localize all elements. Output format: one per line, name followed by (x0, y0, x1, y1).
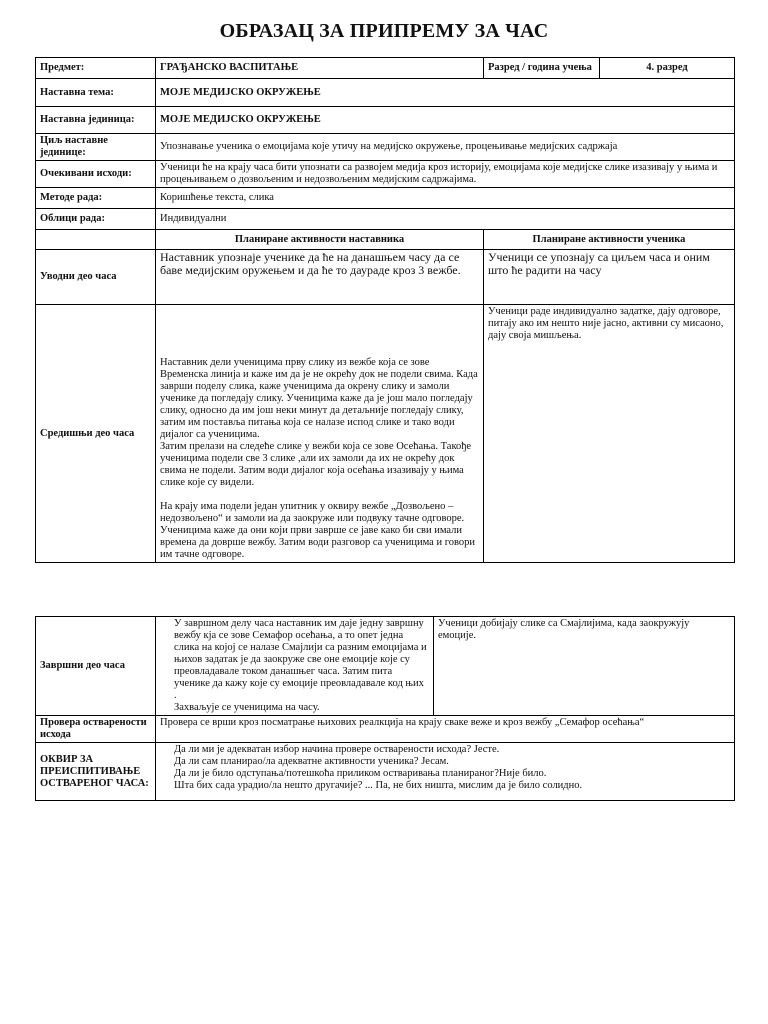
review-question-4: Шта бих сада урадио/ла нешто другачије? ... Па, не бих ништа, мислим да је било солидно. (174, 780, 583, 791)
grade-label: Разред / година учења (484, 58, 600, 79)
check-label: Провера остварености исхода (36, 716, 156, 743)
unit-value: МОЈЕ МЕДИЈСКО ОКРУЖЕЊЕ (156, 107, 735, 134)
subject-value: ГРАЂАНСКО ВАСПИТАЊЕ (156, 58, 484, 79)
final-teacher-paragraph-2: Захваљује се ученицима на часу. (174, 702, 320, 713)
main-teacher-paragraph-3: На крају има подели један упитник у оквиру вежбе „Дозвољено – недозвољено“ и замоли иа да заокруже или подвуку тачне одговоре. Ученицима каже да они који први заврше се јаве како би сви имали времена да доврше вежбу. Затим води разговор са ученицима и говори им тачне одговоре. (160, 501, 475, 560)
main-teacher-paragraph-1: Наставник дели ученицима прву слику из вежбе која се зове Временска линија и каже им да је не окрећу док не подели свима. Када заврши поделу слика, каже ученицима да окрену слику и замоли ученике да погледају слику. Ученицима каже да је још мало погледају слику, односно да им још неки минут да детаљније погледају слику, затим им поставља питања која се налазе испод слике и тако води дијалог са ученицима. (160, 357, 478, 440)
outcomes-label: Очекивани исходи: (36, 161, 156, 188)
review-label: ОКВИР ЗА ПРЕИСПИТИВАЊЕ ОСТВАРЕНОГ ЧАСА: (36, 743, 156, 801)
goal-value: Упознавање ученика о емоцијама које утичу на медијско окружење, процењивање медијских садржаја (156, 134, 735, 161)
intro-student-activity: Ученици се упознају са циљем часа и оним што ће радити на часу (484, 250, 735, 305)
forms-value: Индивидуални (156, 209, 735, 230)
page-title: ОБРАЗАЦ ЗА ПРИПРЕМУ ЗА ЧАС (219, 20, 549, 42)
check-value: Провера се врши кроз посматрање њихових реалкција на крају сваке веже и кроз вежбу „Семафор осећања“ (156, 716, 735, 743)
teacher-activities-header: Планиране активности наставника (156, 230, 484, 250)
review-questions (156, 743, 735, 801)
grade-value: 4. разред (600, 58, 735, 79)
subject-label: Предмет: (36, 58, 156, 79)
final-teacher-paragraph-1: У завршном делу часа наставник им даје једну завршну вежбу кја се зове Семафор осећања, а то опет једна слика на којој се налазе Смајлији са разним емоцијама и њихов задатак је да заокруже све оне емоције које су преовладавале током данашњег часа. Затим пита ученике да кажу које су емоције преовладавале код њих . (174, 618, 427, 701)
main-student-activity: Ученици раде индивидуално задатке, дају одговоре, питају ако им нешто није јасно, активни су мисаоно, дају своја мишљења. (484, 305, 735, 563)
lesson-plan-table-continued (35, 616, 735, 801)
review-question-3: Да ли је било одступања/потешкоћа приликом остваривања планираног?Није било. (174, 768, 547, 779)
forms-label: Облици рада: (36, 209, 156, 230)
activities-corner-cell (36, 230, 156, 250)
main-label: Средишњи део часа (36, 305, 156, 563)
final-label: Завршни део часа (36, 617, 156, 716)
unit-label: Наставна јединица: (36, 107, 156, 134)
topic-label: Наставна тема: (36, 79, 156, 107)
methods-value: Коришћење текста, слика (156, 188, 735, 209)
outcomes-value: Ученици ће на крају часа бити упознати са развојем медија кроз историју, емоцијама које медијске слике изазивају у њима и процењивањем о дозвољеним и недозвољеним медијским садржајима. (156, 161, 735, 188)
methods-label: Методе рада: (36, 188, 156, 209)
main-teacher-activity (156, 305, 484, 563)
final-teacher-activity (156, 617, 434, 716)
review-question-2: Да ли сам планирао/ла адекватне активности ученика? Јесам. (174, 756, 449, 767)
main-teacher-paragraph-2: Затим прелази на следеће слике у вежби која се зове Осећања. Такође ученицима подели све 3 слике ,али их замоли да их не окрећу док свима не подели. Затим води дијалог која осећања изазивају у њима слике које су видели. (160, 441, 472, 488)
student-activities-header: Планиране активности ученика (484, 230, 735, 250)
topic-value: МОЈЕ МЕДИЈСКО ОКРУЖЕЊЕ (156, 79, 735, 107)
paragraph-spacer (160, 489, 479, 501)
intro-teacher-activity: Наставник упознаје ученике да ће на данашњем часу да се баве медијским оружењем и да ће то даураде кроз 3 вежбе. (156, 250, 484, 305)
review-question-1: Да ли ми је адекватан избор начина провере остварености исхода? Јесте. (174, 744, 500, 755)
intro-label: Уводни део часа (36, 250, 156, 305)
lesson-plan-table (35, 57, 735, 563)
final-student-activity: Ученици добијају слике са Смајлијима, када заокружују емоције. (434, 617, 735, 716)
goal-label: Циљ наставне јединице: (36, 134, 156, 161)
